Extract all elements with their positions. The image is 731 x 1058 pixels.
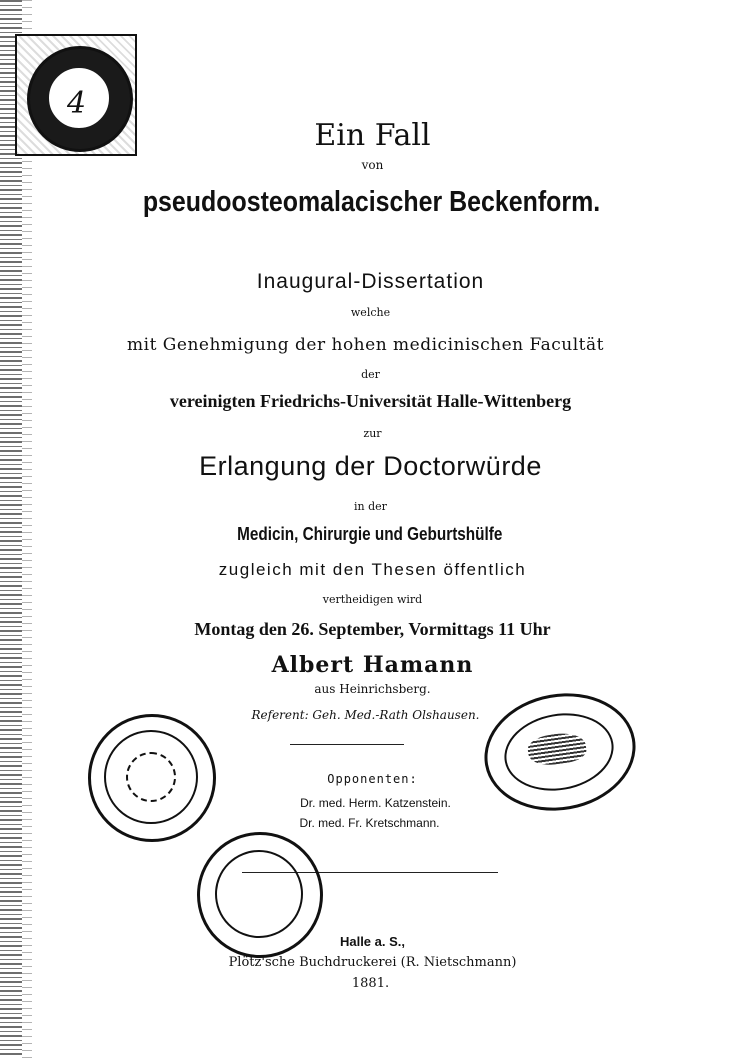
- text-zugleich: zugleich mit den Thesen öffentlich: [218, 560, 527, 579]
- imprint-printer: Plötz'sche Buchdruckerei (R. Nietschmann): [228, 955, 517, 970]
- fields-line: Medicin, Chirurgie und Geburtshülfe: [237, 524, 503, 544]
- opponents-heading: Opponenten:: [327, 772, 418, 786]
- library-stamp-lower: [197, 832, 323, 958]
- stamp-center-emblem: [126, 752, 176, 802]
- text-vertheidigen: vertheidigen wird: [322, 593, 423, 606]
- title-line-2: von: [361, 158, 384, 172]
- university-name: vereinigten Friedrichs-Universität Halle-Wittenberg: [169, 391, 572, 411]
- library-stamp-middle-right: [484, 694, 636, 810]
- text-genehmigung: mit Genehmigung der hohen medicinischen Facultät: [127, 335, 604, 355]
- divider-rule-1: [290, 744, 404, 745]
- library-stamp-middle-left: [88, 714, 216, 842]
- text-welche: welche: [350, 306, 391, 319]
- degree-line: Erlangung der Doctorwürde: [199, 451, 542, 481]
- text-der: der: [361, 368, 380, 381]
- imprint-year: 1881.: [351, 976, 390, 991]
- dissertation-type: Inaugural-Dissertation: [256, 270, 485, 293]
- defense-date: Montag den 26. September, Vormittags 11 Uhr: [194, 619, 551, 639]
- text-zur: zur: [363, 427, 382, 440]
- author-origin: aus Heinrichsberg.: [314, 682, 431, 696]
- imprint-place: Halle a. S.,: [339, 934, 406, 949]
- opponent-1: Dr. med. Herm. Katzenstein.: [300, 796, 451, 810]
- stamp-shelf-mark: 4: [67, 86, 87, 121]
- text-in-der: in der: [354, 500, 387, 513]
- author-name: Albert Hamann: [271, 652, 474, 678]
- stamp-inner-ring: [215, 850, 303, 938]
- title-line-1: Ein Fall: [314, 118, 431, 153]
- opponent-2: Dr. med. Fr. Kretschmann.: [299, 816, 440, 830]
- referent-line: Referent: Geh. Med.-Rath Olshausen.: [251, 708, 480, 722]
- title-line-3: pseudoosteomalacischer Beckenform.: [142, 186, 601, 218]
